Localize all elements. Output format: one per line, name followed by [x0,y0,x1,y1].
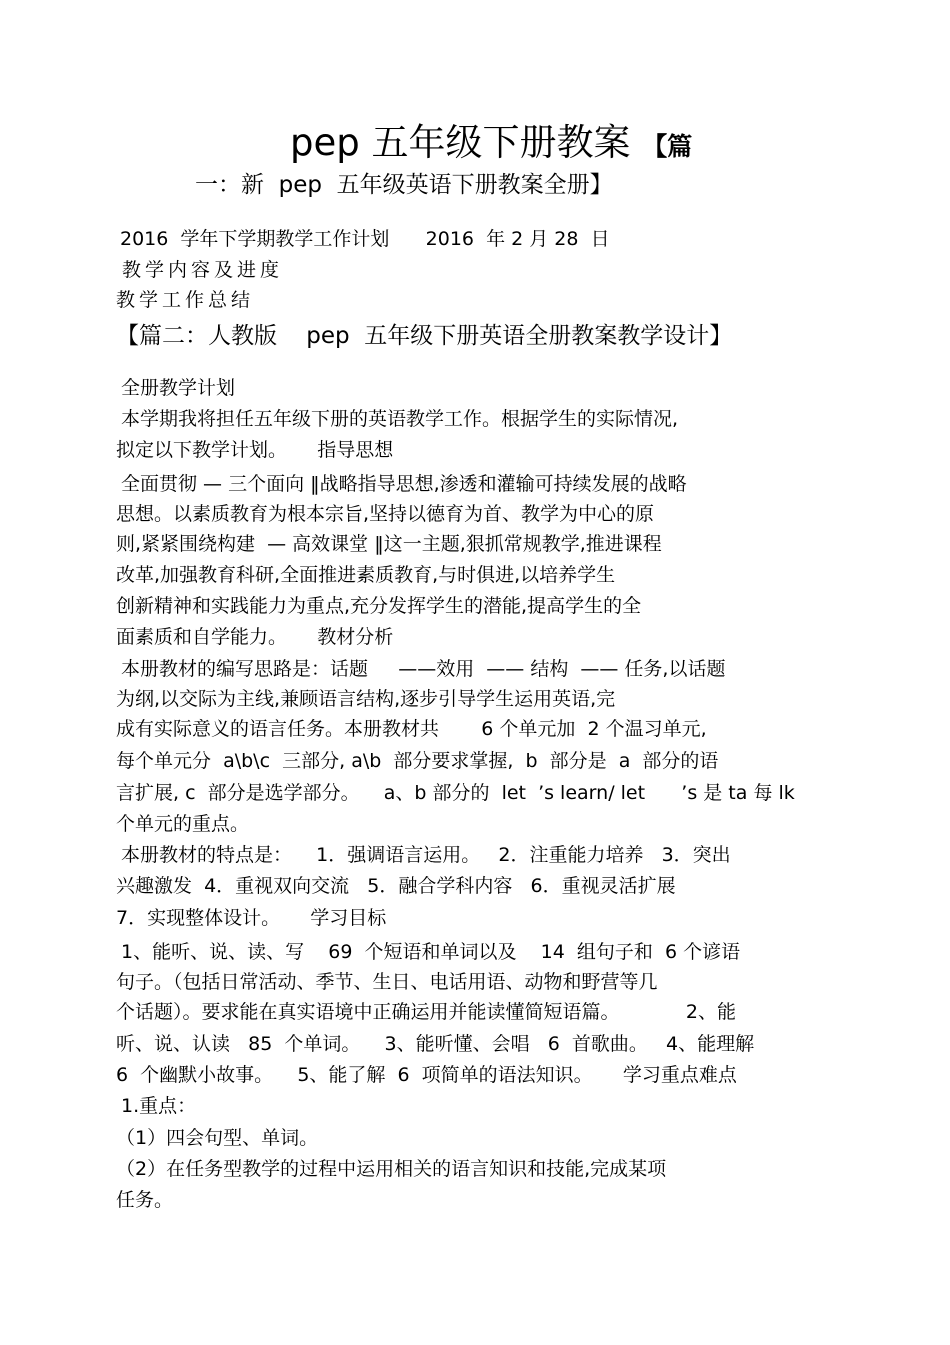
paragraph-line: （1）四会句型、单词。 [116,1127,319,1149]
paragraph-line: 个单元的重点。 [116,813,250,835]
document-title [290,121,693,164]
paragraph-line: 本册教材的编写思路是：话题 ——效用 —— 结构 —— 任务,以话题 [121,658,726,680]
paragraph-line: 为纲,以交际为主线,兼顾语言结构,逐步引导学生运用英语,完 [116,688,616,710]
paragraph-line: 任务。 [116,1189,174,1211]
paragraph-line: 面素质和自学能力。 教材分析 [116,626,394,648]
document-title-continued: 一：新 pep 五年级英语下册教案全册】 [195,172,613,198]
paragraph-line: 改革,加强教育科研,全面推进素质教育,与时俱进,以培养学生 [116,564,616,586]
plan-line: 2016 学年下学期教学工作计划 2016 年 2 月 28 日 [120,228,610,250]
paragraph-line: 全面贯彻 — 三个面向 ‖战略指导思想,渗透和灌输可持续发展的战略 [121,473,687,495]
paragraph-line: 则,紧紧围绕构建 — 高效课堂 ‖这一主题,狠抓常规教学,推进课程 [116,533,662,555]
section-heading-part2: 【篇二：人教版 pep 五年级下册英语全册教案教学设计】 [116,323,733,349]
title-tail: 【篇 [642,132,693,161]
section-item-teaching-content: 教学内容及进度 [122,259,284,281]
paragraph-line: 1.重点： [121,1095,197,1117]
paragraph-line: 本学期我将担任五年级下册的英语教学工作。根据学生的实际情况, [121,408,679,430]
paragraph-line: 创新精神和实践能力为重点,充分发挥学生的潜能,提高学生的全 [116,595,642,617]
paragraph-line: 1、能听、说、读、写 69 个短语和单词以及 14 组句子和 6 个谚语 [121,941,741,963]
title-main: pep 五年级下册教案 [290,121,631,164]
paragraph-line: 句子。（包括日常活动、季节、生日、电话用语、动物和野营等几 [116,971,658,993]
paragraph-line: 思想。以素质教育为根本宗旨,坚持以德育为首、教学为中心的原 [116,503,655,525]
paragraph-line: （2）在任务型教学的过程中运用相关的语言知识和技能,完成某项 [116,1158,667,1180]
paragraph-line: 个话题）。要求能在真实语境中正确运用并能读懂简短语篇。 2、能 [116,1001,737,1023]
paragraph-line: 每个单元分 a\b\c 三部分, a\b 部分要求掌握, b 部分是 a 部分的语 [116,750,719,772]
paragraph-line: 本册教材的特点是： 1．强调语言运用。 2．注重能力培养 3．突出 [121,844,731,866]
paragraph-line: 6 个幽默小故事。 5、能了解 6 项简单的语法知识。 学习重点难点 [116,1064,737,1086]
paragraph-line: 全册教学计划 [121,377,236,399]
paragraph-line: 兴趣激发 4．重视双向交流 5．融合学科内容 6．重视灵活扩展 [116,875,676,897]
paragraph-line: 7．实现整体设计。 学习目标 [116,907,387,929]
paragraph-line: 成有实际意义的语言任务。本册教材共 6 个单元加 2 个温习单元, [116,718,707,740]
section-item-work-summary: 教学工作总结 [116,289,255,311]
paragraph-line: 拟定以下教学计划。 指导思想 [116,439,394,461]
paragraph-line: 听、说、认读 85 个单词。 3、能听懂、会唱 6 首歌曲。 4、能理解 [116,1033,755,1055]
paragraph-line: 言扩展, c 部分是选学部分。 a、b 部分的 let ’s learn/ let ’s 是 ta 每 lk [116,782,795,804]
